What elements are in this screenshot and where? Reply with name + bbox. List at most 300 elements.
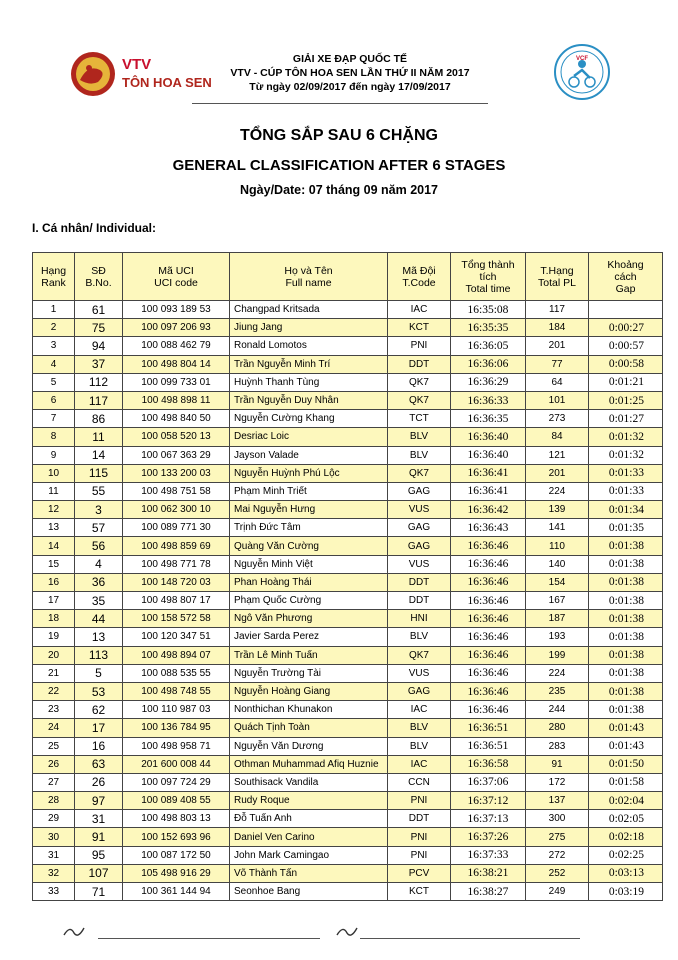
table-row [33,810,663,828]
table-row [33,464,663,482]
cell-rank: 30 [33,828,75,846]
header-team-code-line: T.Code [402,276,436,289]
cell-rank: 25 [33,737,75,755]
cell-team-code: HNI [388,610,451,628]
cell-gap: 0:01:33 [589,482,663,500]
cell-total-place: 272 [526,846,589,864]
cell-total-time: 16:36:33 [451,391,526,409]
cell-total-place: 224 [526,482,589,500]
cell-rank: 26 [33,755,75,773]
cell-uci-code: 100 089 408 55 [123,792,230,810]
cell-team-code: TCT [388,410,451,428]
cell-rank: 6 [33,391,75,409]
cell-bib: 37 [75,355,123,373]
cell-bib: 63 [75,755,123,773]
cell-total-time: 16:36:46 [451,537,526,555]
cell-gap: 0:01:27 [589,410,663,428]
cell-full-name: Phạm Minh Triết [230,482,388,500]
cell-total-place: 283 [526,737,589,755]
cell-uci-code: 100 099 733 01 [123,373,230,391]
cell-full-name: Trần Nguyễn Minh Trí [230,355,388,373]
title-vn: TỔNG SẮP SAU 6 CHẶNG [240,127,438,144]
header-total-place [526,253,589,301]
header-gap-line: Gap [615,282,636,295]
table-row [33,519,663,537]
tonhoasen-logo [70,50,220,100]
table-row [33,864,663,882]
cell-uci-code: 100 088 462 79 [123,337,230,355]
cell-rank: 22 [33,682,75,700]
cell-full-name: Quách Tịnh Toàn [230,719,388,737]
cell-full-name: Nguyễn Minh Việt [230,555,388,573]
cell-gap: 0:01:38 [589,646,663,664]
table-row [33,537,663,555]
cell-gap: 0:01:38 [589,592,663,610]
cell-total-place: 273 [526,410,589,428]
cell-rank: 14 [33,537,75,555]
cell-uci-code: 100 097 724 29 [123,773,230,791]
cell-bib: 36 [75,573,123,591]
header-full-name [230,253,388,301]
header-total-time-line: tích [479,270,497,283]
cell-full-name: Southisack Vandila [230,773,388,791]
cell-bib: 94 [75,337,123,355]
cell-full-name: Othman Muhammad Afiq Huznie [230,755,388,773]
cell-rank: 10 [33,464,75,482]
cell-team-code: BLV [388,446,451,464]
cell-bib: 95 [75,846,123,864]
cell-bib: 117 [75,391,123,409]
signature-mark-2 [335,925,359,939]
cell-bib: 44 [75,610,123,628]
cell-gap: 0:03:19 [589,883,663,901]
cell-total-place: 64 [526,373,589,391]
cell-total-time: 16:36:35 [451,410,526,428]
cell-gap: 0:01:38 [589,664,663,682]
cell-gap: 0:00:57 [589,337,663,355]
cell-total-place: 201 [526,337,589,355]
cell-gap: 0:01:38 [589,573,663,591]
cell-total-time: 16:37:26 [451,828,526,846]
table-row [33,482,663,500]
header-full-name-line: Full name [285,276,332,289]
cell-total-place: 110 [526,537,589,555]
cell-team-code: DDT [388,810,451,828]
cell-bib: 86 [75,410,123,428]
table-row [33,373,663,391]
cell-total-place: 139 [526,501,589,519]
cell-bib: 57 [75,519,123,537]
cell-gap: 0:01:38 [589,628,663,646]
cell-team-code: PNI [388,337,451,355]
cell-bib: 14 [75,446,123,464]
vcf-logo [552,42,612,102]
cell-team-code: CCN [388,773,451,791]
table-row [33,755,663,773]
table-row [33,846,663,864]
cell-bib: 71 [75,883,123,901]
table-row [33,628,663,646]
cell-bib: 26 [75,773,123,791]
cell-uci-code: 100 498 807 17 [123,592,230,610]
cell-gap: 0:01:43 [589,719,663,737]
cell-uci-code: 100 148 720 03 [123,573,230,591]
table-row [33,337,663,355]
cell-team-code: BLV [388,628,451,646]
cell-full-name: Nguyễn Hoàng Giang [230,682,388,700]
header-uci-code-line: Mã UCI [158,264,194,277]
cell-total-place: 224 [526,664,589,682]
cell-full-name: Jiung Jang [230,319,388,337]
cell-full-name: Nguyễn Huỳnh Phú Lộc [230,464,388,482]
cell-total-time: 16:37:33 [451,846,526,864]
cell-uci-code: 100 498 804 14 [123,355,230,373]
cell-gap: 0:01:33 [589,464,663,482]
cell-total-time: 16:37:13 [451,810,526,828]
cell-team-code: DDT [388,592,451,610]
classification-table [32,252,663,901]
cell-rank: 12 [33,501,75,519]
cell-gap: 0:01:38 [589,610,663,628]
table-row [33,446,663,464]
cell-full-name: John Mark Camingao [230,846,388,864]
cell-gap: 0:01:21 [589,373,663,391]
cell-gap: 0:01:38 [589,682,663,700]
cell-total-place: 275 [526,828,589,846]
table-row [33,592,663,610]
table-row [33,737,663,755]
cell-gap: 0:00:58 [589,355,663,373]
table-row [33,701,663,719]
cell-total-time: 16:36:58 [451,755,526,773]
cell-full-name: Daniel Ven Carino [230,828,388,846]
cell-bib: 91 [75,828,123,846]
cell-rank: 29 [33,810,75,828]
cell-rank: 11 [33,482,75,500]
cell-bib: 53 [75,682,123,700]
cell-team-code: GAG [388,482,451,500]
cell-full-name: Rudy Roque [230,792,388,810]
signature-line-2 [360,938,580,939]
cell-rank: 21 [33,664,75,682]
cell-team-code: QK7 [388,373,451,391]
cell-team-code: IAC [388,755,451,773]
cell-total-place: 187 [526,610,589,628]
cell-total-place: 280 [526,719,589,737]
header-total-time [451,253,526,301]
cell-full-name: Desriac Loic [230,428,388,446]
cell-gap: 0:01:58 [589,773,663,791]
cell-full-name: Nguyễn Trường Tài [230,664,388,682]
cell-uci-code: 100 498 859 69 [123,537,230,555]
cell-full-name: Ronald Lomotos [230,337,388,355]
cell-bib: 31 [75,810,123,828]
cell-total-time: 16:38:21 [451,864,526,882]
cell-bib: 112 [75,373,123,391]
cell-uci-code: 100 498 803 13 [123,810,230,828]
cell-gap: 0:01:38 [589,537,663,555]
cell-total-time: 16:36:42 [451,501,526,519]
cell-team-code: GAG [388,682,451,700]
header-bib [75,253,123,301]
cell-total-place: 141 [526,519,589,537]
cell-bib: 5 [75,664,123,682]
cell-total-time: 16:36:46 [451,592,526,610]
cell-rank: 17 [33,592,75,610]
cell-rank: 9 [33,446,75,464]
header-team-code-line: Mã Đội [402,264,436,277]
cell-bib: 115 [75,464,123,482]
cell-full-name: Trần Lê Minh Tuấn [230,646,388,664]
cell-total-time: 16:36:40 [451,446,526,464]
header-gap-line: cách [614,270,637,283]
cell-total-place: 184 [526,319,589,337]
table-row [33,682,663,700]
cell-bib: 107 [75,864,123,882]
cell-total-place: 167 [526,592,589,610]
header-uci-code-line: UCI code [154,276,198,289]
cell-rank: 4 [33,355,75,373]
cell-bib: 62 [75,701,123,719]
cell-total-time: 16:36:46 [451,701,526,719]
cell-rank: 24 [33,719,75,737]
event-subtitle: VTV - CÚP TÔN HOA SEN LẦN THỨ II NĂM 2017 [230,67,470,79]
table-row [33,391,663,409]
title-en: GENERAL CLASSIFICATION AFTER 6 STAGES [172,157,506,174]
table-row [33,792,663,810]
cell-rank: 32 [33,864,75,882]
cell-uci-code: 100 158 572 58 [123,610,230,628]
cell-full-name: Nguyễn Văn Dương [230,737,388,755]
cell-team-code: DDT [388,355,451,373]
cell-full-name: Quàng Văn Cường [230,537,388,555]
table-row [33,319,663,337]
cell-rank: 13 [33,519,75,537]
cell-total-place: 77 [526,355,589,373]
header-divider [192,103,488,104]
cell-bib: 16 [75,737,123,755]
event-dates: Từ ngày 02/09/2017 đến ngày 17/09/2017 [249,81,451,93]
cell-full-name: Jayson Valade [230,446,388,464]
cell-total-place: 244 [526,701,589,719]
cell-bib: 113 [75,646,123,664]
header-total-place-line: T.Hạng [540,264,574,277]
cell-uci-code: 100 498 748 55 [123,682,230,700]
cell-total-time: 16:38:27 [451,883,526,901]
cell-rank: 1 [33,301,75,319]
cell-rank: 3 [33,337,75,355]
cell-gap: 0:01:34 [589,501,663,519]
header-bib-line: SĐ [91,264,106,277]
header-uci-code [123,253,230,301]
table-row [33,646,663,664]
cell-rank: 20 [33,646,75,664]
cell-rank: 33 [33,883,75,901]
cell-gap: 0:02:04 [589,792,663,810]
svg-text:VTV: VTV [122,56,152,73]
header-total-place-line: Total PL [538,276,576,289]
cell-gap: 0:02:05 [589,810,663,828]
header-full-name-line: Họ và Tên [284,264,333,277]
cell-total-place: 201 [526,464,589,482]
cell-bib: 3 [75,501,123,519]
cell-gap: 0:03:13 [589,864,663,882]
cell-uci-code: 100 498 894 07 [123,646,230,664]
svg-text:TÔN HOA SEN: TÔN HOA SEN [122,75,212,90]
cell-gap: 0:02:18 [589,828,663,846]
cell-uci-code: 100 067 363 29 [123,446,230,464]
cell-total-time: 16:36:46 [451,682,526,700]
table-row [33,719,663,737]
cell-uci-code: 100 498 771 78 [123,555,230,573]
cell-rank: 8 [33,428,75,446]
cell-total-time: 16:37:12 [451,792,526,810]
cell-uci-code: 100 498 751 58 [123,482,230,500]
cell-total-time: 16:35:35 [451,319,526,337]
cell-rank: 27 [33,773,75,791]
cell-team-code: VUS [388,501,451,519]
cell-gap: 0:00:27 [589,319,663,337]
cell-bib: 75 [75,319,123,337]
cell-full-name: Mai Nguyễn Hưng [230,501,388,519]
cell-full-name: Huỳnh Thanh Tùng [230,373,388,391]
section-heading: I. Cá nhân/ Individual: [32,221,157,235]
cell-gap [589,301,663,319]
cell-team-code: QK7 [388,646,451,664]
cell-full-name: Javier Sarda Perez [230,628,388,646]
cell-uci-code: 100 498 898 11 [123,391,230,409]
cell-full-name: Changpad Kritsada [230,301,388,319]
cell-uci-code: 100 093 189 53 [123,301,230,319]
cell-total-time: 16:36:51 [451,719,526,737]
cell-team-code: BLV [388,719,451,737]
cell-team-code: QK7 [388,464,451,482]
cell-bib: 97 [75,792,123,810]
cell-uci-code: 100 133 200 03 [123,464,230,482]
table-row [33,410,663,428]
cell-team-code: PNI [388,828,451,846]
cell-total-time: 16:37:06 [451,773,526,791]
cell-total-place: 249 [526,883,589,901]
cell-team-code: PNI [388,846,451,864]
cell-team-code: KCT [388,883,451,901]
header-gap-line: Khoảng [607,258,644,271]
cell-bib: 61 [75,301,123,319]
cell-uci-code: 100 120 347 51 [123,628,230,646]
cell-total-time: 16:36:40 [451,428,526,446]
table-row [33,301,663,319]
cell-gap: 0:01:38 [589,555,663,573]
cell-total-time: 16:36:46 [451,555,526,573]
cell-total-place: 300 [526,810,589,828]
cell-uci-code: 100 088 535 55 [123,664,230,682]
cell-uci-code: 100 136 784 95 [123,719,230,737]
cell-full-name: Seonhoe Bang [230,883,388,901]
cell-team-code: GAG [388,519,451,537]
cell-total-place: 121 [526,446,589,464]
cell-gap: 0:01:25 [589,391,663,409]
cell-team-code: IAC [388,701,451,719]
cell-gap: 0:01:32 [589,446,663,464]
cell-bib: 56 [75,537,123,555]
cell-full-name: Phạm Quốc Cường [230,592,388,610]
cell-total-place: 235 [526,682,589,700]
cell-full-name: Đỗ Tuấn Anh [230,810,388,828]
cell-total-time: 16:36:46 [451,664,526,682]
cell-rank: 28 [33,792,75,810]
cell-total-place: 117 [526,301,589,319]
cell-total-place: 252 [526,864,589,882]
cell-team-code: KCT [388,319,451,337]
cell-total-time: 16:35:08 [451,301,526,319]
cell-uci-code: 100 089 771 30 [123,519,230,537]
cell-uci-code: 105 498 916 29 [123,864,230,882]
cell-total-time: 16:36:41 [451,482,526,500]
classification-date: Ngày/Date: 07 tháng 09 năm 2017 [240,183,438,197]
cell-full-name: Nguyễn Cường Khang [230,410,388,428]
cell-total-place: 137 [526,792,589,810]
cell-total-place: 172 [526,773,589,791]
table-row [33,355,663,373]
cell-rank: 15 [33,555,75,573]
cell-uci-code: 100 110 987 03 [123,701,230,719]
cell-rank: 19 [33,628,75,646]
cell-rank: 16 [33,573,75,591]
cell-total-place: 84 [526,428,589,446]
svg-text:VCF: VCF [576,56,588,62]
signature-line-1 [98,938,320,939]
cell-gap: 0:02:25 [589,846,663,864]
cell-total-time: 16:36:43 [451,519,526,537]
event-name: GIẢI XE ĐẠP QUỐC TẾ [292,53,408,65]
cell-rank: 5 [33,373,75,391]
cell-bib: 11 [75,428,123,446]
cell-uci-code: 201 600 008 44 [123,755,230,773]
cell-total-time: 16:36:29 [451,373,526,391]
cell-bib: 13 [75,628,123,646]
cell-gap: 0:01:32 [589,428,663,446]
cell-gap: 0:01:43 [589,737,663,755]
cell-full-name: Trần Nguyễn Duy Nhân [230,391,388,409]
table-row [33,828,663,846]
cell-rank: 31 [33,846,75,864]
table-header [33,253,663,301]
header-team-code [388,253,451,301]
header-rank [33,253,75,301]
header-total-time-line: Tổng thành [461,258,515,271]
cell-bib: 17 [75,719,123,737]
cell-rank: 7 [33,410,75,428]
cell-uci-code: 100 058 520 13 [123,428,230,446]
table-row [33,664,663,682]
cell-full-name: Nonthichan Khunakon [230,701,388,719]
cell-team-code: IAC [388,301,451,319]
header-total-time-line: Total time [465,282,511,295]
table-row [33,610,663,628]
cell-uci-code: 100 087 172 50 [123,846,230,864]
table-row [33,501,663,519]
cell-team-code: BLV [388,737,451,755]
cell-total-time: 16:36:46 [451,610,526,628]
cell-team-code: DDT [388,573,451,591]
cell-rank: 18 [33,610,75,628]
table-row [33,573,663,591]
cell-gap: 0:01:38 [589,701,663,719]
table-row [33,883,663,901]
cell-total-place: 193 [526,628,589,646]
cell-bib: 55 [75,482,123,500]
header-gap [589,253,663,301]
